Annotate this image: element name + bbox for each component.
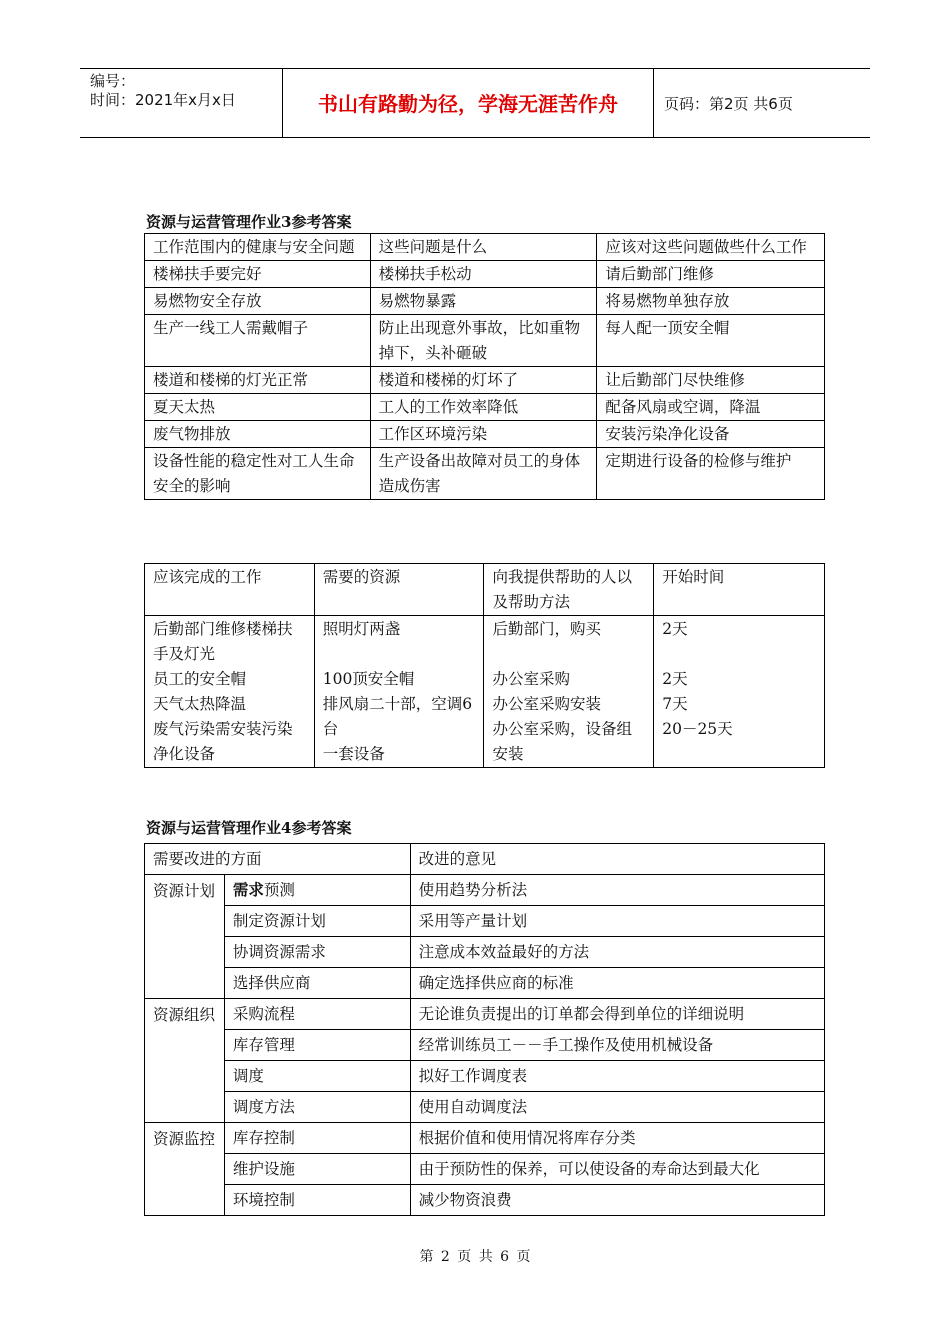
aspect-cell: 制定资源计划 (224, 906, 410, 937)
tasks-cell: 后勤部门维修楼梯扶手及灯光 员工的安全帽 天气太热降温 废气污染需安装污染净化设备 (145, 616, 315, 768)
table-cell: 生产设备出故障对员工的身体造成伤害 (370, 448, 597, 500)
advice-cell: 采用等产量计划 (410, 906, 824, 937)
improvement-table (144, 843, 825, 1216)
table-row (145, 394, 825, 421)
table-cell: 请后勤部门维修 (597, 261, 825, 288)
group-name-cell: 资源计划 (145, 875, 225, 999)
table-cell: 安装污染净化设备 (597, 421, 825, 448)
table-row (145, 616, 825, 768)
table-row (145, 1030, 825, 1061)
table-header-cell: 需要改进的方面 (145, 844, 411, 875)
table-row (145, 315, 825, 367)
table-cell: 让后勤部门尽快维修 (597, 367, 825, 394)
aspect-cell: 环境控制 (224, 1185, 410, 1216)
advice-cell: 确定选择供应商的标准 (410, 968, 824, 999)
work-plan-table (144, 563, 825, 768)
start-time-cell: 2天 2天 7天 20－25天 (654, 616, 825, 768)
table-header-row (145, 564, 825, 616)
table-row (145, 906, 825, 937)
aspect-cell: 调度 (224, 1061, 410, 1092)
table-cell: 防止出现意外事故，比如重物掉下，头补砸破 (370, 315, 597, 367)
table-header-cell: 改进的意见 (410, 844, 824, 875)
table-header-cell: 工作范围内的健康与安全问题 (145, 234, 371, 261)
table-row (145, 999, 825, 1030)
table-header-cell: 应该对这些问题做些什么工作 (597, 234, 825, 261)
helpers-cell: 后勤部门，购买 办公室采购 办公室采购安装 办公室采购，设备组安装 (484, 616, 654, 768)
aspect-cell (224, 875, 410, 906)
table-cell: 楼道和楼梯的灯坏了 (370, 367, 597, 394)
table-row (145, 448, 825, 500)
table-row (145, 367, 825, 394)
table-cell: 楼梯扶手松动 (370, 261, 597, 288)
advice-cell: 拟好工作调度表 (410, 1061, 824, 1092)
aspect-cell: 协调资源需求 (224, 937, 410, 968)
advice-cell: 根据价值和使用情况将库存分类 (410, 1123, 824, 1154)
table-row (145, 288, 825, 315)
table-row (145, 937, 825, 968)
table-row (145, 968, 825, 999)
aspect-cell: 库存管理 (224, 1030, 410, 1061)
table-row (145, 1154, 825, 1185)
aspect-cell: 采购流程 (224, 999, 410, 1030)
table-cell: 配备风扇或空调，降温 (597, 394, 825, 421)
table-header-cell: 开始时间 (654, 564, 825, 616)
table-header-cell: 这些问题是什么 (370, 234, 597, 261)
table-cell: 将易燃物单独存放 (597, 288, 825, 315)
aspect-cell: 选择供应商 (224, 968, 410, 999)
table-cell: 每人配一顶安全帽 (597, 315, 825, 367)
advice-cell: 使用自动调度法 (410, 1092, 824, 1123)
section3-title: 资源与运营管理作业3参考答案 (146, 213, 352, 231)
header-number: 编号： (90, 72, 136, 90)
header-motto: 书山有路勤为径，学海无涯苦作舟 (282, 69, 654, 137)
table-cell: 夏天太热 (145, 394, 371, 421)
table-row (145, 875, 825, 906)
table-header-row (145, 234, 825, 261)
group-name-cell: 资源组织 (145, 999, 225, 1123)
aspect-cell: 维护设施 (224, 1154, 410, 1185)
header-page-info: 页码：第2页 共6页 (664, 95, 793, 113)
table-cell: 楼梯扶手要完好 (145, 261, 371, 288)
table-header-cell: 需要的资源 (314, 564, 484, 616)
header-meta (80, 69, 282, 137)
table-header-row (145, 844, 825, 875)
table-cell: 定期进行设备的检修与维护 (597, 448, 825, 500)
advice-cell: 使用趋势分析法 (410, 875, 824, 906)
page-footer: 第 2 页 共 6 页 (419, 1249, 531, 1265)
resources-cell: 照明灯两盏 100顶安全帽 排风扇二十部，空调6台 一套设备 (314, 616, 484, 768)
table-row (145, 1061, 825, 1092)
section4-title: 资源与运营管理作业4参考答案 (146, 819, 352, 837)
table-header-cell: 向我提供帮助的人以及帮助方法 (484, 564, 654, 616)
group-name-cell: 资源监控 (145, 1123, 225, 1216)
advice-cell: 减少物资浪费 (410, 1185, 824, 1216)
table-row (145, 1185, 825, 1216)
advice-cell: 注意成本效益最好的方法 (410, 937, 824, 968)
table-row (145, 261, 825, 288)
table-cell: 废气物排放 (145, 421, 371, 448)
table-cell: 生产一线工人需戴帽子 (145, 315, 371, 367)
aspect-bold-text: 需求 (232, 880, 264, 899)
table-cell: 设备性能的稳定性对工人生命安全的影响 (145, 448, 371, 500)
table-cell: 工人的工作效率降低 (370, 394, 597, 421)
advice-cell: 无论谁负责提出的订单都会得到单位的详细说明 (410, 999, 824, 1030)
table-cell: 工作区环境污染 (370, 421, 597, 448)
page-header (80, 68, 870, 138)
table-row (145, 1123, 825, 1154)
header-date: 时间：2021年x月x日 (90, 91, 236, 109)
health-safety-table (144, 233, 825, 500)
aspect-cell: 库存控制 (224, 1123, 410, 1154)
table-cell: 易燃物暴露 (370, 288, 597, 315)
table-cell: 楼道和楼梯的灯光正常 (145, 367, 371, 394)
advice-cell: 经常训练员工－－手工操作及使用机械设备 (410, 1030, 824, 1061)
aspect-cell: 调度方法 (224, 1092, 410, 1123)
advice-cell: 由于预防性的保养，可以使设备的寿命达到最大化 (410, 1154, 824, 1185)
table-row (145, 1092, 825, 1123)
aspect-text: 预测 (263, 881, 295, 899)
table-cell: 易燃物安全存放 (145, 288, 371, 315)
table-row (145, 421, 825, 448)
table-header-cell: 应该完成的工作 (145, 564, 315, 616)
